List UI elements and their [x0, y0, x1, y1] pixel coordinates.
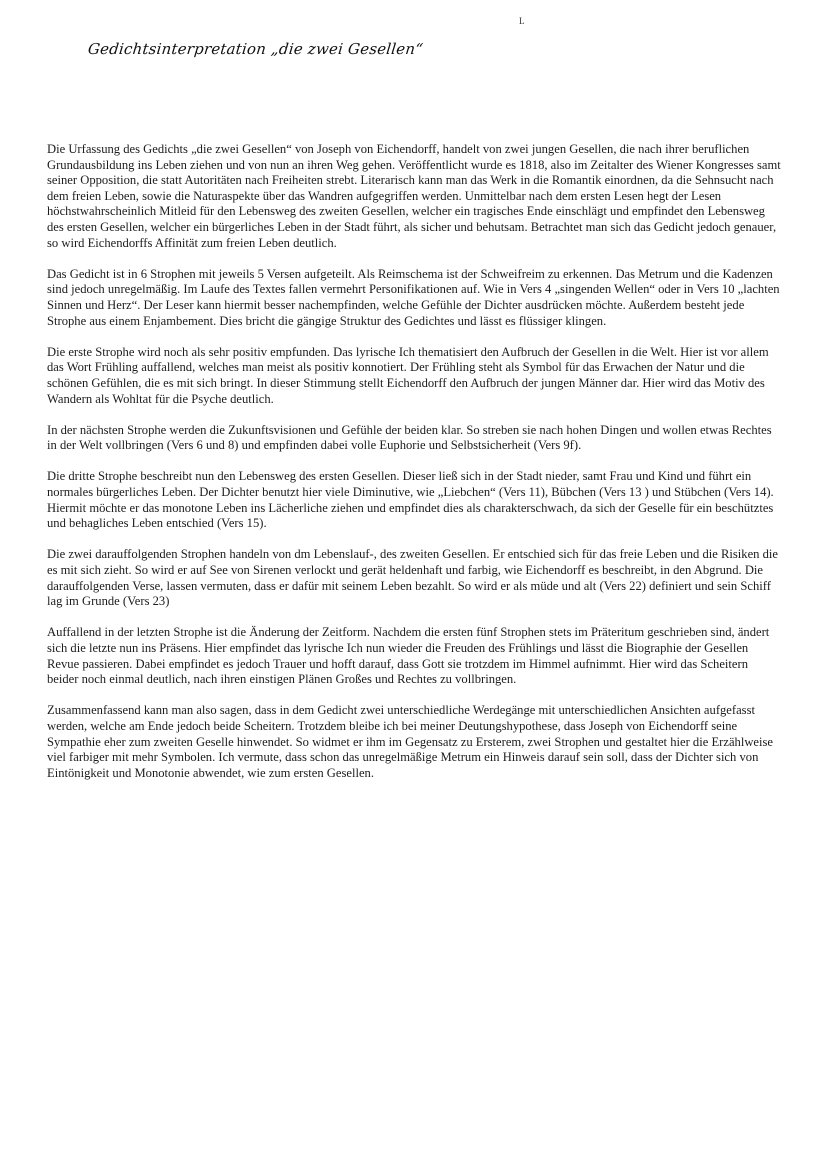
document-title: Gedichtsinterpretation „die zwei Gesellen“	[87, 40, 425, 58]
corner-mark: L	[519, 16, 525, 26]
paragraph-fourth-fifth-stanza: Die zwei darauffolgenden Strophen handeln von dm Lebenslauf-, des zweiten Gesellen. Er entschied sich für das freie Leben und die Risiken die es mit sich zieht. So wird er auf See von Sirenen verlockt und gerät heldenhaft und farbig, wie Eichendorff es beschreibt, in den Abgrund. Die darauffolgenden Verse, lassen vermuten, dass er dafür mit seinem Leben bezahlt. So wird er als müde und alt (Vers 22) definiert und sein Schiff lag im Grunde (Vers 23)	[47, 547, 779, 609]
document-body	[47, 142, 782, 797]
paragraph-second-stanza: In der nächsten Strophe werden die Zukunftsvisionen und Gefühle der beiden klar. So streben sie nach hohen Dingen und wollen etwas Rechtes in der Welt vollbringen (Vers 6 und 8) und empfinden dabei volle Euphorie und Selbstsicherheit (Vers 9f).	[47, 422, 772, 453]
paragraph-third-stanza: Die dritte Strophe beschreibt nun den Lebensweg des ersten Gesellen. Dieser ließ sich in der Stadt nieder, samt Frau und Kind und führt ein normales bürgerliches Leben. Der Dichter benutzt hier viele Diminutive, wie „Liebchen“ (Vers 11), Bübchen (Vers 13 ) und Stübchen (Vers 14). Hiermit möchte er das monotone Leben ins Lächerliche ziehen und empfindet dies als charakterschwach, da sich der Geselle für ein beschütztes und behagliches Leben entschied (Vers 15).	[47, 469, 774, 531]
paragraph-conclusion: Zusammenfassend kann man also sagen, dass in dem Gedicht zwei unterschiedliche Werdegänge mit unterschiedlichen Ansichten aufgefasst werden, welche am Ende jedoch beide Scheitern. Trotzdem bleibe ich bei meiner Deutungshypothese, dass Joseph von Eichendorff seine Sympathie eher zum zweiten Geselle hinwendet. So widmet er ihm im Gegensatz zu Ersterem, zwei Strophen und gestaltet hier die Erzählweise viel farbiger mit mehr Symbolen. Ich vermute, dass schon das unregelmäßige Metrum ein Hinweis darauf sein soll, dass der Dichter sich von Eintönigkeit und Monotonie abwendet, wie zum ersten Gesellen.	[47, 703, 774, 780]
paragraph-form: Das Gedicht ist in 6 Strophen mit jeweils 5 Versen aufgeteilt. Als Reimschema ist der Schweifreim zu erkennen. Das Metrum und die Kadenzen sind jedoch unregelmäßig. Im Laufe des Textes fallen vermehrt Personifikationen auf. Wie in Vers 4 „singenden Wellen“ oder in Vers 10 „lachten Sinnen und Herz“. Der Leser kann hiermit besser nachempfinden, welche Gefühle der Dichter ausdrücken möchte. Außerdem besteht jede Strophe aus einem Enjambement. Dies bricht die gängige Struktur des Gedichtes und lässt es flüssiger klingen.	[47, 266, 780, 328]
paragraph-first-stanza: Die erste Strophe wird noch als sehr positiv empfunden. Das lyrische Ich thematisiert den Aufbruch der Gesellen in die Welt. Hier ist vor allem das Wort Frühling auffallend, welches man meist als positiv konnotiert. Der Frühling steht als Symbol für das Erwachen der Natur und die schönen Gefühlen, die es mit sich bringt. In dieser Stimmung stellt Eichendorff den Aufbruch der jungen Männer dar. Hier wird das Motiv des Wandern als Wohltat für die Psyche deutlich.	[47, 344, 769, 406]
paragraph-introduction: Die Urfassung des Gedichts „die zwei Gesellen“ von Joseph von Eichendorff, handelt von zwei jungen Gesellen, die nach ihrer beruflichen Grundausbildung ins Leben ziehen und von nun an ihren Weg gehen. Veröffentlicht wurde es 1818, also im Zeitalter des Wiener Kongresses samt seiner Opposition, die statt Autoritäten nach Freiheiten strebt. Literarisch kann man das Werk in die Romantik einordnen, da die Sehnsucht nach dem freien Leben, sowie die Naturaspekte über das Wandren aufgegriffen werden. Unmittelbar nach dem ersten Lesen hegt der Lesen höchstwahrscheinlich Mitleid für den Lebensweg des zweiten Gesellen, welcher ein tragisches Ende einschlägt und empfindet den Lebensweg des ersten Gesellen, welcher ein bürgerliches Leben in der Stadt führt, als sicher und behutsam. Betrachtet man sich das Gedicht jedoch genauer, so wird Eichendorffs Affinität zum freien Leben deutlich.	[47, 142, 781, 250]
paragraph-last-stanza: Auffallend in der letzten Strophe ist die Änderung der Zeitform. Nachdem die ersten fünf Strophen stets im Präteritum geschrieben sind, ändert sich die letzte nun ins Präsens. Hier empfindet das lyrische Ich nun wieder die Freuden des Frühlings und lässt die Biographie der Gesellen Revue passieren. Dabei empfindet es jedoch Trauer und hofft darauf, dass Gott sie trotzdem im Himmel aufnimmt. Hier wird das Scheitern beider noch einmal deutlich, nach ihren einstigen Plänen Großes und Rechtes zu vollbringen.	[47, 625, 770, 687]
